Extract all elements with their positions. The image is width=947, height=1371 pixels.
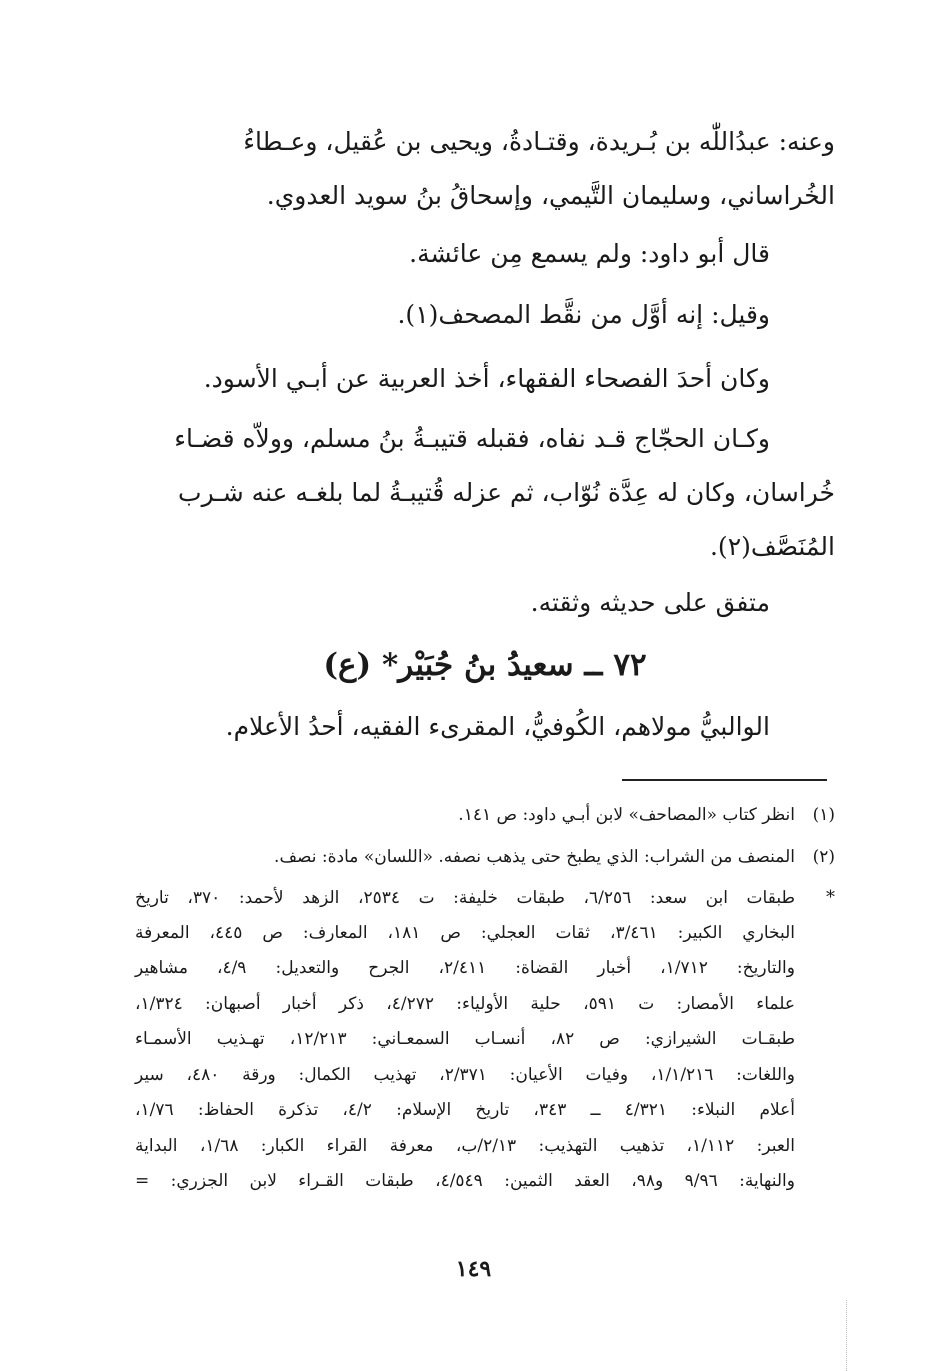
sources-line: أعلام النبلاء: ٤/٣٢١ ــ ٣٤٣، تاريخ الإسلام: ٤/٢، تذكرة الحفاظ: ١/٧٦، — [135, 1100, 795, 1120]
text-line: متفق على حديثه وثقته. — [530, 588, 770, 617]
sources-line — [135, 880, 835, 916]
asterisk-marker: * — [826, 887, 835, 908]
paragraph-first-to-dot — [135, 288, 835, 342]
sources-line: العبر: ١/١١٢، تذهيب التهذيب: ٢/١٣/ب، معرفة القراء الكبار: ١/٦٨، البداية — [135, 1135, 795, 1156]
text-line: وكـان الحجّاج قـد نفاه، فقبله قتيبـةُ بنُ مسلم، وولاّه قضـاء — [174, 424, 770, 453]
text-line: وكان أحدَ الفصحاء الفقهاء، أخذ العربية عن أبـي الأسود. — [203, 364, 770, 393]
text-line: قال أبو داود: ولم يسمع مِن عائشة. — [409, 239, 770, 268]
footnote-2 — [135, 842, 835, 872]
paragraph-narrators — [135, 115, 835, 223]
footnote-number: (٢) — [812, 847, 835, 867]
sources-line: والنهاية: ٩/٩٦ و٩٨، العقد الثمين: ٤/٥٤٩، طبقات القـراء لابن الجزري: = — [135, 1171, 795, 1191]
text-line: الخُراساني، وسليمان التَّيمي، وإسحاقُ بنُ سويد العدوي. — [266, 181, 835, 210]
footnote-number: (١) — [812, 805, 835, 825]
scan-edge-mark — [846, 1300, 847, 1371]
sources-line: واللغات: ١/١/٢١٦، وفيات الأعيان: ٢/٣٧١، تهذيب الكمال: ورقة ٤٨٠، سير — [135, 1064, 796, 1085]
footnote-text: انظر كتاب «المصاحف» لابن أبـي داود: ص ١٤١. — [458, 805, 795, 825]
page-number: ١٤٩ — [455, 1256, 492, 1282]
text-line: المُنَصَّف(٢). — [709, 532, 835, 561]
entry-heading: ٧٢ ــ سعيدُ بنُ جُبَيْر* (ع) — [323, 647, 647, 683]
text-line: وقيل: إنه أوَّل من نقَّط المصحف(١). — [397, 300, 770, 329]
text-line: وعنه: عبدُاللّٰه بن بُـريدة، وقتـادةُ، ويحيى بن عُقيل، وعـطاءُ — [243, 127, 835, 156]
sources-line: علماء الأمصار: ت ٥٩١، حلية الأولياء: ٤/٢٧٢، ذكر أخبار أصبهان: ١/٣٢٤، — [135, 993, 795, 1014]
paragraph-hajjaj — [135, 412, 835, 574]
sources-line: طبقـات الشيرازي: ص ٨٢، أنسـاب السمعـاني: ١٢/٢١٣، تهـذيب الأسمـاء — [135, 1029, 795, 1049]
sources-line-text: طبقات ابن سعد: ٦/٢٥٦، طبقات خليفة: ت ٢٥٣٤، الزهد لأحمد: ٣٧٠، تاريخ — [135, 888, 795, 908]
footnote-1 — [135, 800, 835, 830]
sources-line: والتاريخ: ١/٧١٢، أخبار القضاة: ٢/٤١١، الجرح والتعديل: ٤/٩، مشاهير — [135, 958, 795, 978]
sources-line: البخاري الكبير: ٣/٤٦١، ثقات العجلي: ص ١٨١، المعارف: ص ٤٤٥، المعرفة — [135, 922, 796, 943]
text-line: الوالبيُّ مولاهم، الكُوفيُّ، المقرىء الفقيه، أحدُ الأعلام. — [225, 712, 770, 741]
paragraph-eloquence — [135, 352, 835, 406]
entry-description — [135, 700, 835, 754]
paragraph-agreed — [135, 576, 835, 630]
sources-block — [135, 880, 835, 1200]
footnote-divider — [622, 779, 827, 781]
text-line: خُراسان، وكان له عِدَّة نُوّاب، ثم عزله قُتيبـةُ لما بلغـه عنه شـرب — [178, 478, 835, 507]
paragraph-abu-dawud — [135, 227, 835, 281]
footnote-text: المنصف من الشراب: الذي يطبخ حتى يذهب نصفه. «اللسان» مادة: نصف. — [274, 847, 795, 867]
